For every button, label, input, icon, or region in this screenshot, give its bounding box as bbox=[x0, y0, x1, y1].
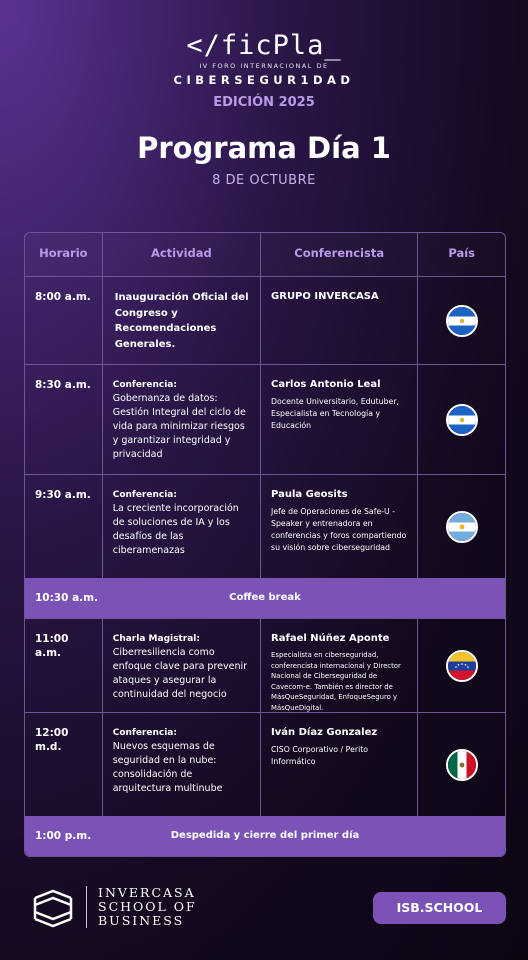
page-title: Programa Día 1 bbox=[137, 131, 391, 165]
speaker-name: Iván Díaz Gonzalez bbox=[271, 727, 378, 738]
nicaragua-flag-icon bbox=[446, 305, 478, 337]
activity-title: Nuevos esquemas de seguridad en la nube: consolidación de arquitectura multinube bbox=[112, 741, 223, 794]
row-country bbox=[417, 365, 505, 474]
speaker-name: Rafael Núñez Aponte bbox=[271, 633, 390, 644]
activity-type: Conferencia: bbox=[112, 490, 177, 500]
footer-divider bbox=[86, 886, 87, 928]
school-name-line2: SCHOOL OF bbox=[98, 899, 197, 914]
footer bbox=[0, 882, 528, 932]
row-time: 8:30 a.m. bbox=[35, 379, 91, 391]
row-country bbox=[417, 713, 505, 816]
isb-school-button[interactable]: ISB.SCHOOL bbox=[373, 892, 506, 924]
closing-row bbox=[25, 816, 505, 856]
speaker-bio: CISO Corporativo / Perito Informático bbox=[271, 745, 369, 766]
school-name bbox=[98, 886, 197, 928]
row-time: 11:00 a.m. bbox=[35, 633, 69, 659]
table-row bbox=[25, 712, 505, 816]
row-country bbox=[417, 475, 505, 578]
row-time: 8:00 a.m. bbox=[35, 291, 91, 303]
activity-title: Gobernanza de datos: Gestión Integral del ciclo de vida para minimizar riesgos y garantizar integridad y privacidad bbox=[112, 393, 246, 460]
schedule-table bbox=[24, 232, 506, 857]
school-name-line3: BUSINESS bbox=[98, 913, 185, 928]
row-speaker bbox=[260, 619, 417, 712]
event-header bbox=[0, 0, 528, 188]
row-speaker bbox=[260, 277, 417, 364]
break-time: 10:30 a.m. bbox=[35, 592, 99, 604]
row-activity bbox=[102, 277, 260, 364]
table-row bbox=[25, 364, 505, 474]
speaker-name: Carlos Antonio Leal bbox=[271, 379, 381, 390]
row-speaker bbox=[260, 713, 417, 816]
table-row bbox=[25, 618, 505, 712]
speaker-bio: Especialista en ciberseguridad, conferencista internacional y Director Nacional de Ciberseguridad de Cavecom-e. También es director de MásQueSeguridad, EnfoqueSeguro y MásQueDigital. bbox=[271, 651, 401, 712]
activity-type: Charla Magistral: bbox=[112, 634, 200, 644]
argentina-flag-icon bbox=[446, 511, 478, 543]
row-speaker bbox=[260, 365, 417, 474]
row-activity bbox=[102, 475, 260, 578]
row-speaker bbox=[260, 475, 417, 578]
break-label: Despedida y cierre del primer día bbox=[170, 830, 360, 841]
speaker-name: GRUPO INVERCASA bbox=[271, 291, 379, 302]
school-name-line1: INVERCASA bbox=[98, 885, 196, 900]
row-country bbox=[417, 619, 505, 712]
speaker-name: Paula Geosits bbox=[271, 489, 348, 500]
break-label: Coffee break bbox=[229, 592, 301, 603]
speaker-bio: Jefe de Operaciones de Safe-U - Speaker y entrenadora en conferencias y foros compartiendo su visión sobre ciberseguridad bbox=[271, 507, 407, 552]
invercasa-logo-icon bbox=[33, 888, 73, 928]
row-time: 9:30 a.m. bbox=[35, 489, 91, 501]
forum-title: CIBERSEGUR1DAD bbox=[173, 73, 355, 87]
venezuela-flag-icon bbox=[446, 650, 478, 682]
nicaragua-flag-icon bbox=[446, 404, 478, 436]
row-activity bbox=[102, 619, 260, 712]
event-logo: </ficPla_ bbox=[186, 30, 342, 61]
activity-type: Conferencia: bbox=[112, 728, 177, 738]
speaker-bio: Docente Universitario, Edutuber, Especialista en Tecnología y Educación bbox=[271, 397, 400, 430]
break-time: 1:00 p.m. bbox=[35, 830, 92, 842]
coffee-break-row bbox=[25, 578, 505, 618]
row-activity bbox=[102, 365, 260, 474]
row-activity bbox=[102, 713, 260, 816]
table-row bbox=[25, 474, 505, 578]
row-country bbox=[417, 277, 505, 364]
column-header-pais: País bbox=[417, 233, 505, 276]
activity-title: Inauguración Oficial del Congreso y Recomendaciones Generales. bbox=[114, 292, 249, 350]
table-row bbox=[25, 276, 505, 364]
activity-title: La creciente incorporación de soluciones de IA y los desafíos de las ciberamenazas bbox=[112, 503, 239, 556]
mexico-flag-icon bbox=[446, 749, 478, 781]
row-time: 12:00 m.d. bbox=[35, 727, 69, 753]
edition-label: EDICIÓN 2025 bbox=[213, 95, 315, 110]
column-header-conferencista: Conferencista bbox=[260, 233, 417, 276]
event-date: 8 DE OCTUBRE bbox=[212, 173, 316, 188]
column-header-horario: Horario bbox=[39, 246, 88, 260]
activity-title: Ciberresiliencia como enfoque clave para prevenir ataques y asegurar la continuidad del negocio bbox=[112, 647, 248, 700]
table-header-row bbox=[25, 233, 505, 276]
forum-subtitle: IV FORO INTERNACIONAL DE bbox=[199, 62, 329, 70]
column-header-actividad: Actividad bbox=[102, 233, 260, 276]
activity-type: Conferencia: bbox=[112, 380, 177, 390]
